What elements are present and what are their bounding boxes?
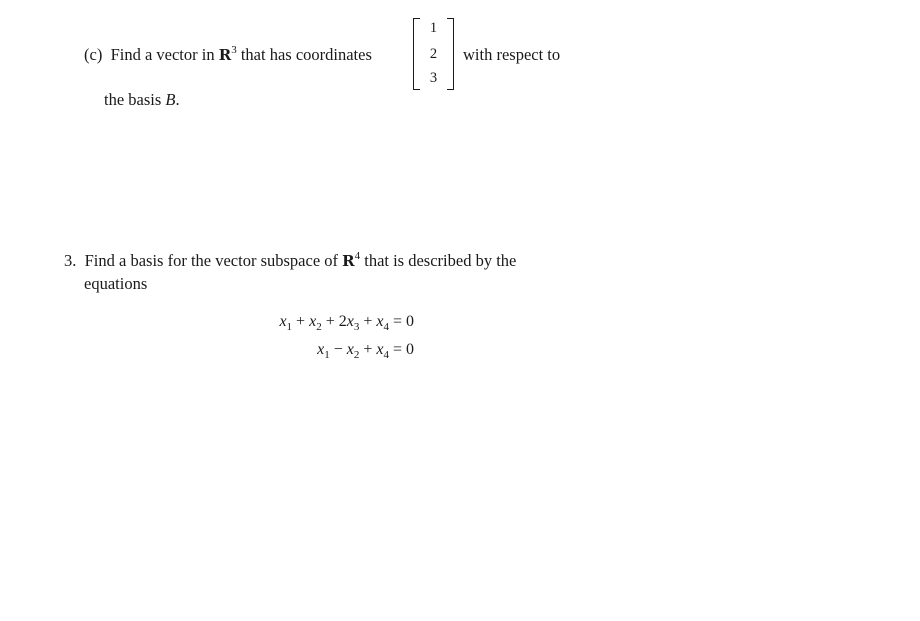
variable-subscript: 4 — [383, 349, 389, 361]
variable: x — [309, 313, 317, 330]
variable: x — [346, 313, 354, 330]
variable-subscript: 4 — [383, 321, 389, 333]
variable: x — [346, 341, 354, 358]
equation-1 — [279, 313, 414, 331]
right-hand-side: 0 — [406, 341, 414, 358]
problem-3-line-2: equations — [84, 274, 148, 293]
problem-3-line-1 — [64, 251, 516, 271]
variable-subscript: 1 — [286, 321, 293, 333]
variable-subscript: 1 — [324, 349, 330, 361]
part-c-line-1 — [84, 45, 372, 65]
part-c-text-after: with respect to — [463, 45, 561, 64]
field-symbol: R — [342, 252, 355, 270]
part-c-line-2 — [104, 90, 180, 110]
variable-subscript: 2 — [316, 321, 322, 333]
operator: + — [296, 313, 306, 330]
part-c-text-mid: that has coordinates — [240, 45, 372, 64]
equals-sign: = — [392, 313, 402, 330]
variable-subscript: 3 — [353, 321, 360, 333]
operator: + — [325, 313, 335, 330]
vector-entry: 3 — [429, 70, 438, 86]
part-c-line2-text: the basis — [104, 90, 162, 109]
variable: x — [317, 341, 325, 358]
problem-3-text-before: Find a basis for the vector subspace of — [84, 251, 339, 270]
operator: + — [363, 313, 373, 330]
variable: x — [279, 313, 287, 330]
right-hand-side: 0 — [406, 313, 414, 330]
problem-3-text-after: that is described by the — [364, 251, 517, 270]
equals-sign: = — [392, 341, 402, 358]
part-c-text-before: Find a vector in — [110, 45, 215, 64]
variable-subscript: 2 — [353, 349, 360, 361]
field-exponent: 4 — [354, 250, 361, 262]
coordinate-vector — [413, 18, 454, 90]
coefficient: 2 — [338, 313, 347, 330]
operator: + — [363, 341, 373, 358]
equation-2 — [317, 341, 414, 359]
basis-symbol: B — [165, 90, 176, 109]
vector-entry: 2 — [429, 46, 438, 62]
field-symbol: R — [218, 46, 232, 64]
variable: x — [376, 341, 384, 358]
operator: − — [333, 341, 343, 358]
field-exponent: 3 — [231, 44, 237, 56]
part-c-label: (c) — [84, 45, 103, 64]
variable: x — [376, 313, 384, 330]
period: . — [175, 90, 180, 109]
problem-number: 3. — [64, 251, 77, 270]
vector-entry: 1 — [429, 20, 438, 36]
